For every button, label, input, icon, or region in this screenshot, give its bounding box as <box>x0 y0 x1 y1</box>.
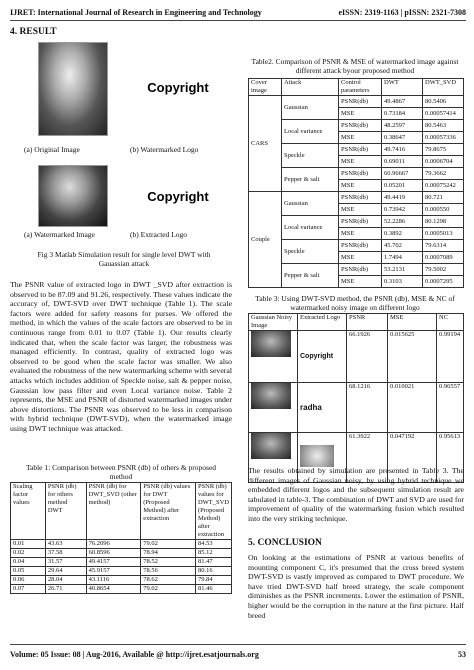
table1-cell: 0.01 <box>11 540 46 549</box>
extracted-logo-cell: Copyright <box>298 331 347 383</box>
table1-cell: 79.02 <box>141 540 196 549</box>
table1-cell: 37.58 <box>45 549 86 558</box>
param-cell: PSNR(db) <box>339 144 382 156</box>
table1-cell: 81.46 <box>195 585 231 594</box>
table2-header-row <box>249 79 464 96</box>
table-row <box>249 264 464 276</box>
result-paragraph: The PSNR value of extracted logo in DWT _SVD after extraction is observed to be 87.09 and 91.26, respectively. These values indicate the accuracy of, DWT-SVD over DWT technique (Table 1). The scale factors were added for safety reasons for purses. We offered the method, in which the values of the scale factors are observed to be in continuous range from 0.01 to 0.07 (Table 1). Our results clearly indicated that, when the scale factor was larger, the robustness was managed efficiently. In contrast, quality of extracted logo was observed to be good when the scale factor was smaller. We also evaluated the robustness of the new watermarking scheme with several attacks which includes addition of Speckle noise, salt & pepper noise, Gaussian low pass filter and even Local variance noise. Table 2 represents, the MSE and PSNR of distorted watermarked images under above distortions. The PSNR was observed to be less in comparison with hybrid technique (DWT-SVD), when the watermarked image using DWT technique was attacked. <box>10 280 232 433</box>
attack-cell: Gaussian <box>282 96 339 120</box>
journal-title: IJRET: International Journal of Research in Engineering and Technology <box>10 8 262 17</box>
dwt-cell: 45.702 <box>382 240 423 252</box>
param-cell: PSNR(db) <box>339 264 382 276</box>
conclusion-heading: 5. CONCLUSION <box>248 538 322 548</box>
result-heading: 4. RESULT <box>10 27 57 37</box>
table1-cell: 78.56 <box>141 567 196 576</box>
dwt-svd-cell: 0.0006704 <box>423 156 464 168</box>
attack-cell: Speckle <box>282 144 339 168</box>
dwt-svd-cell: 79.8675 <box>423 144 464 156</box>
param-cell: MSE <box>339 204 382 216</box>
table1-cell: 0.06 <box>11 576 46 585</box>
caption-watermarked-logo: (b) Watermarked Logo <box>130 145 199 154</box>
dwt-cell: 0.3103 <box>382 276 423 288</box>
dwt-svd-cell: 0.00057336 <box>423 132 464 144</box>
mse-cell: 0.010021 <box>388 383 437 433</box>
table1-cell: 78.94 <box>141 549 196 558</box>
nc-cell: 0.99194 <box>437 331 464 383</box>
noisy-image-thumb <box>251 383 291 409</box>
table1-cell: 78.62 <box>141 576 196 585</box>
dwt-cell: 0.05201 <box>382 180 423 192</box>
table1-cell: 26.71 <box>45 585 86 594</box>
original-image <box>38 42 108 136</box>
table1-cell: 0.02 <box>11 549 46 558</box>
param-cell: MSE <box>339 132 382 144</box>
table-row <box>249 168 464 180</box>
table1-header: PSNR (db) values for DWT_SVD (Proposed Method) after extraction <box>195 483 231 540</box>
table-row <box>11 540 232 549</box>
cover-image-cell: Couple <box>249 192 282 288</box>
caption-original: (a) Original Image <box>24 145 80 154</box>
attack-cell: Gaussian <box>282 192 339 216</box>
dwt-cell: 60.96667 <box>382 168 423 180</box>
dwt-svd-cell: 80.1298 <box>423 216 464 228</box>
results-paragraph: The results obtained by simulation are presented in Table 3. The different images of Gaussian noisy, by using hybrid technique we embedded different logos and the subsequent simulation result are tabulated in table-3. The combination of DWT and SVD are used for improvement of quality of the watermarking fusion which resulted into the very striking technique. <box>248 466 464 523</box>
attack-cell: Speckle <box>282 240 339 264</box>
table-row <box>11 585 232 594</box>
table-row <box>249 144 464 156</box>
extracted-logo-cell: radha <box>298 383 347 433</box>
dwt-cell: 1.7494 <box>382 252 423 264</box>
dwt-cell: 0.69011 <box>382 156 423 168</box>
page-number: 53 <box>458 650 466 659</box>
table1-cell: 84.53 <box>195 540 231 549</box>
table1-header: Scaling factor values <box>11 483 46 540</box>
table1-cell: 81.47 <box>195 558 231 567</box>
param-cell: PSNR(db) <box>339 168 382 180</box>
dwt-svd-cell: 0.0007089 <box>423 252 464 264</box>
dwt-cell: 48.2597 <box>382 120 423 132</box>
caption-extracted-logo: (b) Extracted Logo <box>130 230 188 239</box>
attack-cell: Pepper & salt <box>282 264 339 288</box>
table1-cell: 45.9157 <box>86 567 141 576</box>
volume-info: Volume: 05 Issue: 08 | Aug-2016, Available @ http://ijret.esatjournals.org <box>10 650 259 659</box>
figure-caption: Fig 3 Matlab Simulation result for single level DWT with Gauassian attack <box>37 250 211 268</box>
dwt-cell: 49.4419 <box>382 192 423 204</box>
table-row <box>249 383 464 433</box>
table1-cell: 85.12 <box>195 549 231 558</box>
param-cell: MSE <box>339 108 382 120</box>
dwt-svd-cell: 79.6314 <box>423 240 464 252</box>
table-row <box>249 216 464 228</box>
table1-cell: 43.63 <box>45 540 86 549</box>
table1-cell: 43.1116 <box>86 576 141 585</box>
param-cell: PSNR(db) <box>339 96 382 108</box>
extracted-logo-image <box>138 184 218 208</box>
dwt-cell: 0.3892 <box>382 228 423 240</box>
table-row <box>249 240 464 252</box>
table2-header: DWT <box>382 79 423 96</box>
table3-header: MSE <box>388 314 437 331</box>
dwt-svd-cell: 79.5002 <box>423 264 464 276</box>
dwt-svd-cell: 0.0005013 <box>423 228 464 240</box>
dwt-svd-cell: 0.0007295 <box>423 276 464 288</box>
param-cell: PSNR(db) <box>339 216 382 228</box>
mse-cell: 0.047192 <box>388 433 437 483</box>
noisy-image-thumb <box>251 331 291 357</box>
table2 <box>248 78 464 288</box>
table1-cell: 0.05 <box>11 567 46 576</box>
param-cell: MSE <box>339 228 382 240</box>
conclusion-paragraph: On looking at the estimations of PSNR at various benefits of mounting component C, it's presumed that the cross breed system DWT-SVD is vastly improved as compared to DWT procedure. We have tried DWT-SVD half breed strategy, the scale component diminishes as the PSNR increments. Lower the estimation of PSNR, higher would be the corruption in the nature at the first picture. Half breed <box>248 553 464 620</box>
table1-cell: 78.52 <box>141 558 196 567</box>
table1-caption: Table 1: Comparison between PSNR (db) of others & proposed method <box>25 463 217 481</box>
table1-cell: 79.84 <box>195 576 231 585</box>
table1-header: PSNR (db) for others method DWT <box>45 483 86 540</box>
cover-image-cell: CARS <box>249 96 282 192</box>
table3-header: NC <box>437 314 464 331</box>
noisy-image-thumb <box>251 433 291 459</box>
table1-header-row <box>11 483 232 540</box>
dwt-cell: 53.2131 <box>382 264 423 276</box>
issn: eISSN: 2319-1163 | pISSN: 2321-7308 <box>338 8 466 17</box>
logo-text: Copyright <box>147 188 209 204</box>
table1 <box>10 482 232 594</box>
table-row <box>249 331 464 383</box>
dwt-svd-cell: 80.721 <box>423 192 464 204</box>
table-row <box>11 558 232 567</box>
table3-caption: Table 3: Using DWT-SVD method, the PSNR (db), MSE & NC of watermarked noisy image on different logo <box>255 294 455 312</box>
dwt-svd-cell: 80.5463 <box>423 120 464 132</box>
attack-cell: Pepper & salt <box>282 168 339 192</box>
header-rule <box>10 20 466 21</box>
table1-cell: 49.4157 <box>86 558 141 567</box>
psnr-cell: 61.3922 <box>347 433 388 483</box>
param-cell: MSE <box>339 276 382 288</box>
table-row <box>11 576 232 585</box>
footer-rule <box>10 644 466 645</box>
nc-cell: 0.95613 <box>437 433 464 483</box>
table1-cell: 31.57 <box>45 558 86 567</box>
watermarked-image <box>38 165 108 227</box>
dwt-cell: 49.4867 <box>382 96 423 108</box>
attack-cell: Local variance <box>282 216 339 240</box>
table-row <box>11 567 232 576</box>
param-cell: MSE <box>339 156 382 168</box>
watermark-logo-image <box>138 75 218 99</box>
caption-watermarked-image: (a) Watermarked Image <box>24 230 95 239</box>
table1-cell: 60.8596 <box>86 549 141 558</box>
table1-cell: 79.02 <box>141 585 196 594</box>
page-footer <box>10 650 466 659</box>
journal-header <box>10 8 466 17</box>
table1-cell: 40.8654 <box>86 585 141 594</box>
table1-cell: 28.04 <box>45 576 86 585</box>
dwt-cell: 49.7416 <box>382 144 423 156</box>
dwt-svd-cell: 0.00057414 <box>423 108 464 120</box>
table3-header: Extracted Logo <box>298 314 347 331</box>
dwt-cell: 0.38647 <box>382 132 423 144</box>
dwt-cell: 0.73184 <box>382 108 423 120</box>
table-row <box>11 549 232 558</box>
table2-header: DWT_SVD <box>423 79 464 96</box>
dwt-svd-cell: 80.5406 <box>423 96 464 108</box>
table3-header: PSNR <box>347 314 388 331</box>
table-row <box>249 96 464 108</box>
table-row <box>249 192 464 204</box>
table2-header: Cover image <box>249 79 282 96</box>
dwt-svd-cell: 0.00075242 <box>423 180 464 192</box>
table2-header: Attack <box>282 79 339 96</box>
table2-caption: Table2. Comparison of PSNR & MSE of watermarked image against different attack byour proposed method <box>251 57 459 75</box>
param-cell: PSNR(db) <box>339 192 382 204</box>
table3 <box>248 313 464 483</box>
extracted-logo-thumb <box>300 445 334 467</box>
dwt-cell: 0.73942 <box>382 204 423 216</box>
table1-cell: 0.04 <box>11 558 46 567</box>
dwt-cell: 52.2286 <box>382 216 423 228</box>
table3-header: Gaussian Noisy Image <box>249 314 298 331</box>
table1-cell: 29.64 <box>45 567 86 576</box>
param-cell: MSE <box>339 252 382 264</box>
nc-cell: 0.96557 <box>437 383 464 433</box>
logo-text: Copyright <box>147 79 209 95</box>
table3-header-row <box>249 314 464 331</box>
dwt-svd-cell: 0.000550 <box>423 204 464 216</box>
table-row <box>249 120 464 132</box>
table2-header: Control parameters <box>339 79 382 96</box>
param-cell: PSNR(db) <box>339 120 382 132</box>
mse-cell: 0.015625 <box>388 331 437 383</box>
psnr-cell: 68.1216 <box>347 383 388 433</box>
table1-header: PSNR (db) values for DWT (Proposed Method) after extraction <box>141 483 196 540</box>
table1-cell: 76.2096 <box>86 540 141 549</box>
param-cell: PSNR(db) <box>339 240 382 252</box>
table1-header: PSNR (db) for DWT_SVD (other method) <box>86 483 141 540</box>
dwt-svd-cell: 79.3662 <box>423 168 464 180</box>
table1-cell: 0.07 <box>11 585 46 594</box>
table1-cell: 80.16 <box>195 567 231 576</box>
psnr-cell: 66.1926 <box>347 331 388 383</box>
param-cell: MSE <box>339 180 382 192</box>
attack-cell: Local variance <box>282 120 339 144</box>
